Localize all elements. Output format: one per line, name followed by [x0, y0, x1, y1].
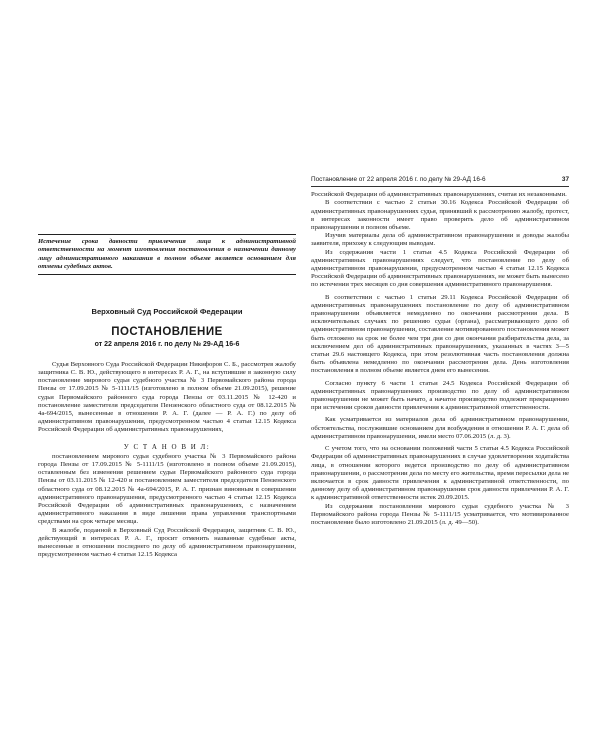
paragraph: Согласно пункту 6 части 1 статьи 24.5 Кодекса Российской Федерации об административных правонарушениях производство по делу об административном правонарушении не может быть начато, а начатое производство подлежит прекращению при истечении сроков давности привлечения к административной ответственности.	[311, 379, 569, 412]
right-page	[311, 176, 569, 527]
paragraph: Как усматривается из материалов дела об административном правонарушении, обстоятельства, послужившие основанием для возбуждения в отношении Р. А. Г. дела об административном правонарушении, имели место 07.06.2015 (л. д. 3).	[311, 416, 569, 440]
left-page	[38, 234, 296, 559]
court-name: Верховный Суд Российской Федерации	[91, 307, 243, 317]
document-title: ПОСТАНОВЛЕНИЕ	[111, 326, 223, 339]
paragraph: В соответствии с частью 2 статьи 30.16 Кодекса Российской Федерации об административных правонарушениях судья, принявший к рассмотрению жалобу, протест, в интересах законности имеет право проверить дело об административном правонарушении в полном объеме.	[311, 199, 569, 232]
document-date: от 22 апреля 2016 г. по делу № 29-АД 16-6	[94, 340, 240, 348]
paragraph: постановлением мирового судьи судебного участка № 3 Первомайского района города Пензы от 17.09.2015 № 5-1111/15 (изготовлено в полном объеме 21.09.2015), оставленным без изменения решением судьи Первомайского районного суда города Пензы от 03.11.2015 № 12-420 и постановлением заместителя председателя Пензенского областного суда от 08.12.2015 № 4а-694/2015, Р. А. Г. признан виновным в совершении административного правонарушения, предусмотренного частью 4 статьи 12.15 Кодекса Российской Федерации об административных правонарушениях, с назначением административного наказания в виде лишения права управления транспортными средствами на срок четыре месяца.	[38, 452, 296, 526]
intro-paragraph: Судья Верховного Суда Российской Федерации Никифоров С. Б., рассмотрев жалобу защитника С. В. Ю., действующего в интересах Р. А. Г., на вступившие в законную силу постановление мирового судьи судебного участка № 3 Первомайского района города Пензы от 17.09.2015 № 5-1111/15 (изготовлено в полном объеме 21.09.2015), решение судьи Первомайского районного суда города Пензы от 03.11.2015 № 12-420 и постановление заместителя председателя Пензенского областного суда от 08.12.2015 № 4а-694/2015, вынесенные в отношении Р. А. Г. (далее — Р. А. Г.) по делу об административном правонарушении, предусмотренном частью 4 статьи 12.15 Кодекса Российской Федерации об административных правонарушениях,	[38, 360, 296, 434]
ruling-heading: У С Т А Н О В И Л:	[123, 442, 211, 451]
headnote-box	[38, 234, 296, 275]
paragraph-continuation: Российской Федерации об административных правонарушениях, считая их незаконными.	[311, 191, 567, 199]
paragraph: С учетом того, что на основании положений части 5 статьи 4.5 Кодекса Российской Федерации об административных правонарушениях в случае удовлетворения ходатайства лица, в отношении которого ведется производство по делу об административном правонарушении, о рассмотрении дела по месту его жительства, время пересылки дела не включается в срок давности привлечения к административной ответственности, по данному делу об административном правонарушении срок давности привлечения Р. А. Г. к административной ответственности истек 20.09.2015.	[311, 445, 569, 502]
paragraph: Из содержания части 1 статьи 4.5 Кодекса Российской Федерации об административных правонарушениях следует, что постановление по делу об административном правонарушении, предусмотренном частью 4 статьи 12.15 Кодекса Российской Федерации об административных правонарушениях, не может быть вынесено по истечении трех месяцев со дня совершения административного правонарушения.	[311, 248, 569, 289]
page-number: 37	[561, 176, 569, 183]
paragraph: Изучив материалы дела об административном правонарушении и доводы жалобы заявителя, прихожу к следующим выводам.	[311, 232, 569, 248]
headnote-text: Истечение срока давности привлечения лица к административной ответственности на момент изготовления постановления о назначении данному лицу административного наказания в полном объеме является основанием для отмены судебных актов.	[38, 238, 296, 270]
running-header	[311, 176, 569, 187]
running-header-title: Постановление от 22 апреля 2016 г. по делу № 29-АД 16-6	[311, 176, 486, 183]
paragraph: В жалобе, поданной в Верховный Суд Российской Федерации, защитник С. В. Ю., действующий в интересах Р. А. Г., просит отменить названные судебные акты, вынесенные в отношении последнего по делу об административном правонарушении, предусмотренном частью 4 статьи 12.15 Кодекса	[38, 526, 296, 559]
paragraph: В соответствии с частью 1 статьи 29.11 Кодекса Российской Федерации об административных правонарушениях постановление по делу об административном правонарушении объявляется немедленно по окончании рассмотрения дела. В исключительных случаях по решению судьи (органа), рассматривающего дело об административном правонарушении, составление мотивированного постановления может быть отложено на срок не более чем три дня со дня окончания разбирательства дела, за исключением дел об административных правонарушениях, указанных в частях 3—5 статьи 29.6 настоящего Кодекса, при этом резолютивная часть постановления должна быть объявлена немедленно по окончании рассмотрения дела. День изготовления постановления в полном объеме является днем его вынесения.	[311, 293, 569, 375]
paragraph: Из содержания постановления мирового судьи судебного участка № 3 Первомайского района города Пензы № 5-1111/15 усматривается, что мотивированное постановление было изготовлено 21.09.2015 (л. д. 49—50).	[311, 502, 569, 526]
